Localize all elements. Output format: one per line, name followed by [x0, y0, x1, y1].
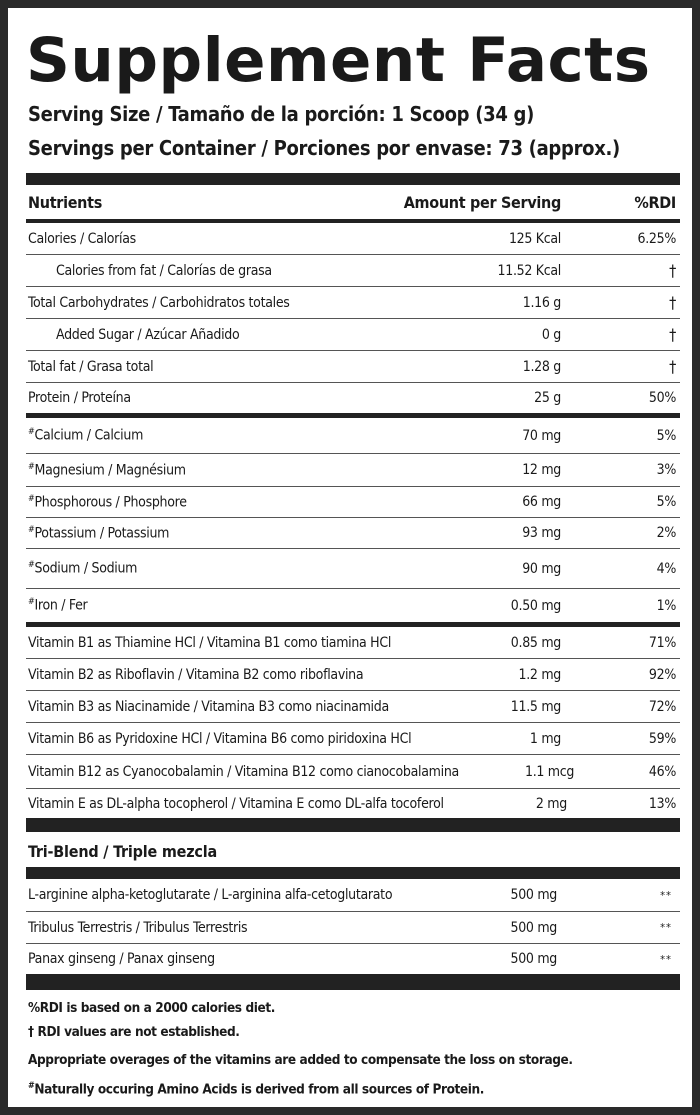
table-row	[26, 255, 680, 286]
row-rdi: 72%	[648, 698, 676, 715]
row-name: Vitamin B1 as Thiamine HCl / Vitamina B1 como tiamina HCl	[28, 634, 392, 651]
header-amount: Amount per Serving	[403, 192, 561, 212]
row-amount: 2 mg	[535, 795, 567, 812]
row-name: Vitamin B2 as Riboflavin / Vitamina B2 como riboflavina	[28, 666, 364, 683]
row-rdi: **	[660, 952, 672, 966]
serving-size: Serving Size / Tamaño de la porción: 1 Scoop (34 g)	[28, 102, 535, 126]
row-name: Vitamin B12 as Cyanocobalamin / Vitamina B12 como cianocobalamina	[28, 763, 459, 780]
row-rdi: †	[669, 261, 676, 280]
row-name	[26, 560, 431, 577]
label-title: Supplement Facts	[26, 25, 651, 96]
amino-mark: #	[28, 493, 35, 504]
row-amount: 1 mg	[529, 730, 561, 747]
amino-mark: #	[28, 560, 35, 571]
row-name: Vitamin B3 as Niacinamide / Vitamina B3 como niacinamida	[28, 698, 389, 715]
row-amount: 500 mg	[510, 919, 557, 936]
amino-mark: #	[28, 1081, 35, 1091]
divider-thick	[26, 818, 680, 832]
row-name	[26, 427, 431, 444]
footnote-amino	[28, 1076, 680, 1100]
table-row	[26, 944, 680, 974]
header-rdi: %RDI	[634, 192, 676, 212]
divider-thick	[26, 173, 680, 185]
amino-mark: #	[28, 597, 35, 608]
row-rdi: 2%	[656, 525, 676, 541]
row-name	[26, 494, 431, 511]
row-amount: 1.1 mcg	[524, 763, 575, 780]
row-name-text: Magnesium / Magnésium	[34, 462, 186, 479]
blend-title: Tri-Blend / Triple mezcla	[28, 842, 217, 861]
row-amount: 1.16 g	[522, 294, 561, 311]
row-amount: 1.28 g	[522, 358, 561, 375]
row-name: Panax ginseng / Panax ginseng	[28, 951, 215, 967]
row-name: Calories from fat / Calorías de grasa	[56, 262, 272, 279]
row-rdi: †	[669, 357, 676, 376]
row-name	[26, 462, 431, 479]
row-amount: 0.50 mg	[510, 597, 561, 614]
table-row	[26, 518, 680, 548]
footnote-amino-text: Naturally occuring Amino Acids is derived from all sources of Protein.	[34, 1081, 484, 1098]
row-name	[26, 597, 431, 614]
table-row	[26, 589, 680, 622]
row-rdi: **	[660, 921, 672, 934]
footnote-overages: Appropriate overages of the vitamins are added to compensate the loss on storage.	[28, 1052, 573, 1068]
row-amount: 25 g	[534, 390, 561, 406]
row-name	[26, 525, 431, 542]
row-amount: 125 Kcal	[508, 230, 561, 247]
row-name-text: Iron / Fer	[34, 597, 88, 614]
row-amount: 70 mg	[522, 427, 561, 444]
divider-thick	[26, 867, 680, 879]
row-amount: 11.5 mg	[510, 698, 561, 715]
amino-mark: #	[28, 524, 35, 535]
row-rdi: 59%	[648, 730, 676, 747]
row-amount: 500 mg	[510, 887, 557, 903]
table-row	[26, 627, 680, 658]
row-rdi: 5%	[656, 494, 676, 510]
table-row	[26, 454, 680, 486]
row-rdi: 46%	[648, 763, 676, 780]
row-name-text: Sodium / Sodium	[34, 560, 138, 577]
footnote-rdi-basis: %RDI is based on a 2000 calories diet.	[28, 1000, 275, 1016]
row-rdi: 6.25%	[637, 230, 676, 247]
row-name-text: Potassium / Potassium	[34, 525, 170, 542]
row-amount: 0 g	[541, 326, 561, 343]
divider-thick	[26, 974, 680, 990]
row-rdi: 5%	[656, 427, 676, 444]
table-header	[26, 185, 680, 219]
row-amount: 1.2 mg	[518, 666, 561, 683]
table-row	[26, 549, 680, 588]
table-row	[26, 755, 680, 788]
table-row	[26, 789, 680, 818]
amino-mark: #	[28, 427, 35, 438]
table-row	[26, 351, 680, 382]
row-name-text: Calcium / Calcium	[34, 427, 144, 444]
row-amount: 93 mg	[522, 525, 561, 541]
row-name: Vitamin B6 as Pyridoxine HCl / Vitamina B6 como piridoxina HCl	[28, 730, 412, 747]
table-row	[26, 487, 680, 517]
row-amount: 66 mg	[522, 494, 561, 510]
row-name: L-arginine alpha-ketoglutarate / L-arginina alfa-cetoglutarato	[28, 887, 393, 903]
row-amount: 11.52 Kcal	[497, 262, 561, 279]
table-row	[26, 383, 680, 413]
row-rdi: 71%	[648, 634, 676, 651]
row-name: Added Sugar / Azúcar Añadido	[56, 326, 240, 343]
row-rdi: †	[669, 325, 676, 344]
servings-per-container: Servings per Container / Porciones por envase: 73 (approx.)	[28, 136, 620, 160]
row-rdi: **	[660, 888, 672, 902]
row-amount: 500 mg	[510, 951, 557, 967]
table-row	[26, 912, 680, 943]
row-name-text: Phosphorous / Phosphore	[34, 494, 187, 511]
table-row	[26, 879, 680, 911]
table-row	[26, 723, 680, 754]
footnote-not-established: † RDI values are not established.	[28, 1024, 240, 1040]
table-row	[26, 223, 680, 254]
row-rdi: 13%	[648, 795, 676, 812]
row-rdi: 4%	[656, 560, 676, 577]
row-rdi: 92%	[648, 666, 676, 683]
header-nutrients: Nutrients	[28, 192, 102, 212]
row-name: Total Carbohydrates / Carbohidratos totales	[28, 294, 290, 311]
table-row	[26, 418, 680, 453]
table-row	[26, 319, 680, 350]
row-amount: 0.85 mg	[510, 634, 561, 651]
row-name: Vitamin E as DL-alpha tocopherol / Vitamina E como DL-alfa tocoferol	[28, 795, 444, 812]
table-row	[26, 659, 680, 690]
row-name: Total fat / Grasa total	[28, 358, 154, 375]
row-rdi: 1%	[656, 597, 676, 614]
row-name: Protein / Proteína	[28, 390, 131, 406]
row-rdi: 3%	[656, 462, 676, 478]
row-name: Tribulus Terrestris / Tribulus Terrestris	[28, 919, 248, 936]
amino-mark: #	[28, 461, 35, 472]
row-name: Calories / Calorías	[28, 230, 136, 247]
row-amount: 90 mg	[522, 560, 561, 577]
table-row	[26, 691, 680, 722]
table-row	[26, 287, 680, 318]
row-rdi: 50%	[648, 390, 676, 406]
row-rdi: †	[669, 293, 676, 312]
row-amount: 12 mg	[522, 462, 561, 478]
